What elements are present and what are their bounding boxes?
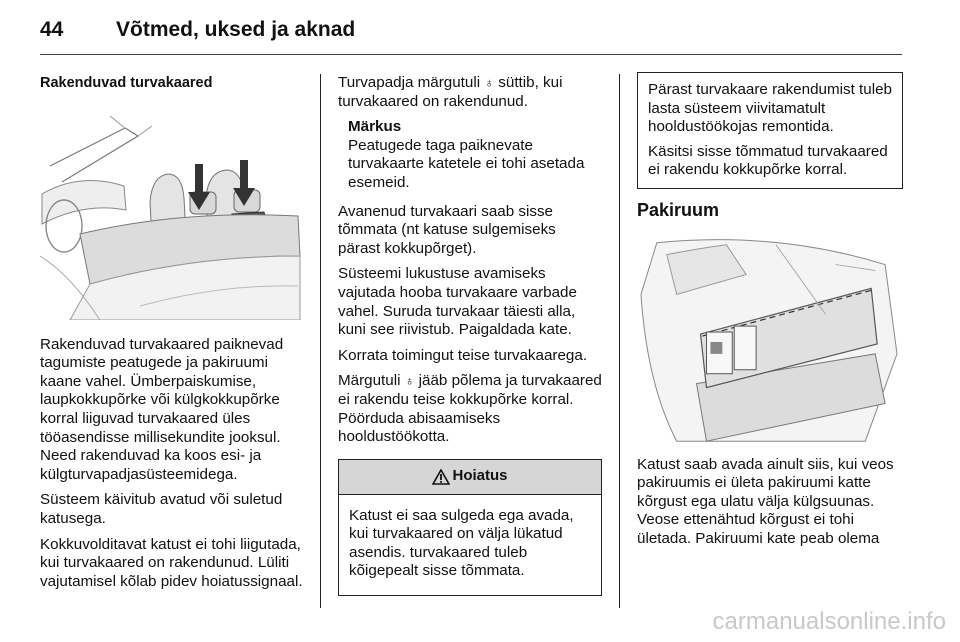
paragraph: Süsteem käivitub avatud või suletud katusega. (40, 491, 283, 527)
text-fragment: Turvapadja märgutuli (338, 74, 485, 91)
column-divider (320, 74, 321, 608)
warning-box (338, 459, 602, 596)
paragraph: Korrata toimingut teise turvakaarega. (338, 346, 588, 364)
section-heading-rollover-bars: Rakenduvad turvakaared (40, 75, 213, 91)
page-title: Võtmed, uksed ja aknad (116, 18, 356, 41)
warning-text: Katust ei saa sulgeda ega avada, kui turvakaared on välja lükatud asendis. turvakaared tuleb kõigepealt sisse tõmmata. (349, 506, 574, 580)
paragraph: Avanenud turvakaari saab sisse tõmmata (nt katuse sulgemiseks pärast kokkupõrget). (338, 202, 556, 257)
paragraph: Süsteemi lukustuse avamiseks vajutada hooba turvakaare varbade vahel. Suruda turvakaar täiesti alla, kuni see riivistub. Paigaldada kate. (338, 265, 577, 339)
page-number: 44 (40, 18, 64, 41)
column-divider (619, 74, 620, 608)
warning-triangle-icon (432, 469, 450, 485)
airbag-warning-icon: ♁ (404, 373, 415, 389)
text-fragment: jääb põlema ja turvakaared ei rakendu teise kokkupõrke korral. Pöörduda abisaamiseks hooldustöökotta. (338, 372, 602, 446)
note-block (348, 118, 602, 192)
paragraph: Kokkuvolditavat katust ei tohi liigutada, kui turvakaared on rakendunud. Lüliti vajutamisel kõlab pidev hoiatussignaal. (40, 535, 303, 590)
column-3 (637, 74, 903, 556)
airbag-warning-icon: ♁ (484, 75, 495, 90)
paragraph: Katust saab avada ainult siis, kui veos pakiruumis ei ületa pakiruumi katte kõrgust ega ulatu välja külgsuunas. Veose ettenähtud kõrgust ei tohi ületada. Pakiruumi kate peab olema (637, 455, 894, 547)
text-fragment: Märgutuli (338, 372, 405, 390)
continued-warning-box (637, 72, 903, 189)
page-header (40, 14, 902, 55)
watermark: carmanualsonline.info (712, 608, 946, 635)
paragraph (338, 74, 602, 111)
section-heading-luggage-compartment: Pakiruum (637, 199, 720, 220)
note-title: Märkus (348, 118, 402, 136)
paragraph: Käsitsi sisse tõmmatud turvakaared ei rakendu kokkupõrke korral. (648, 142, 888, 179)
warning-header (339, 459, 601, 495)
column-1 (40, 74, 304, 598)
luggage-compartment-illustration (637, 234, 899, 442)
paragraph: Rakenduvad turvakaared paiknevad tagumiste peatugede ja pakiruumi kaane vahel. Ümberpaiskumise, laupkokkupõrke või külgkokkupõrke korral liiguvad turvakaared üles tööasendisse millisekundite jooksul. Need rakenduvad ka koos esi- ja külgturvapadjasüsteemidega. (40, 335, 284, 483)
note-text: Peatugede taga paiknevate turvakaarte katetele ei tohi asetada esemeid. (348, 136, 585, 191)
text-fragment: süttib, kui turvakaared on rakendunud. (338, 74, 563, 110)
warning-title: Hoiatus (452, 467, 508, 485)
rollover-bars-illustration (40, 106, 302, 320)
column-2 (338, 74, 602, 596)
paragraph (338, 372, 602, 446)
paragraph: Pärast turvakaare rakendumist tuleb lasta süsteem viivitamatult hooldustöökojas remontida. (648, 81, 892, 136)
